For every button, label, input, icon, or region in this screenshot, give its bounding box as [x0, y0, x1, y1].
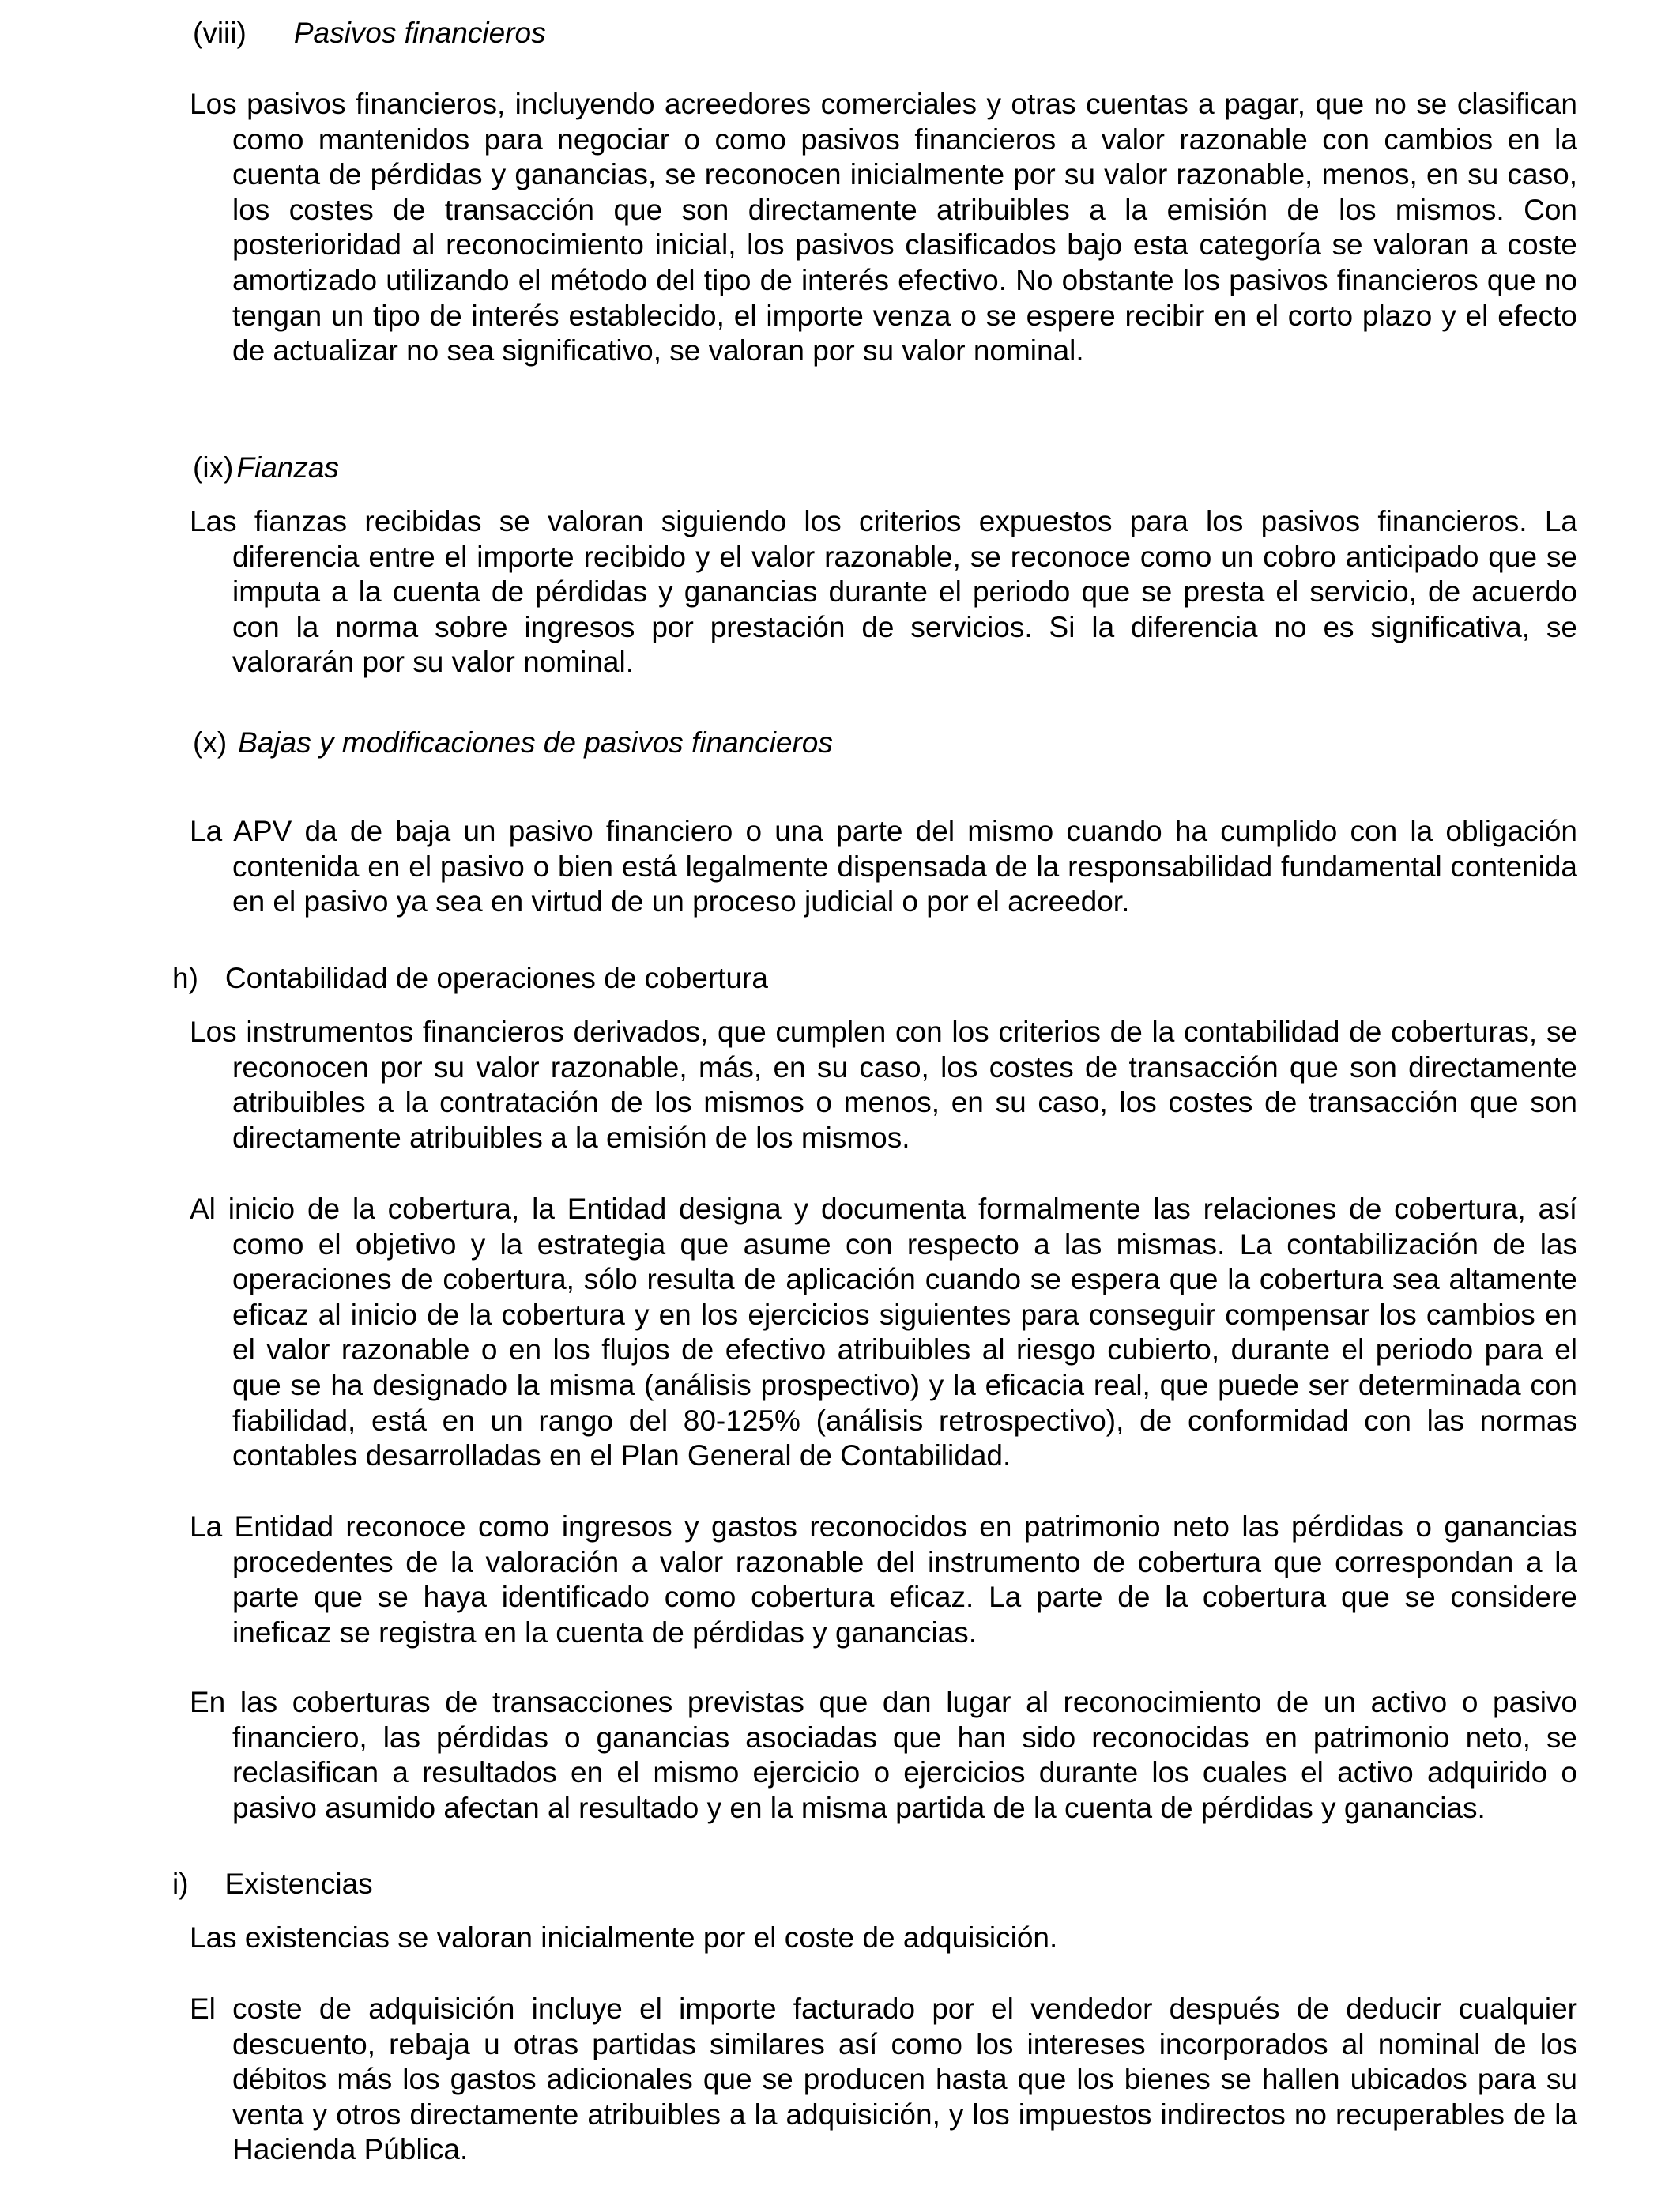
paragraph: Al inicio de la cobertura, la Entidad designa y documenta formalmente las relaciones de cobertura, así como el objetivo y la estrategia que asume con respecto a las mismas. La contabilización de las operaciones de cobertura, sólo resulta de aplicación cuando se espera que la cobertura sea altamente eficaz al inicio de la cobertura y en los ejercicios siguientes para conseguir compensar los cambios en el valor razonable o en los flujos de efectivo atribuibles al riesgo cubierto, durante el periodo para el que se ha designado la misma (análisis prospectivo) y la eficacia real, que puede ser determinada con fiabilidad, está en un rango del 80-125% (análisis retrospectivo), de conformidad con las normas contables desarrolladas en el Plan General de Contabilidad.	[190, 1193, 1577, 1472]
paragraph: En las coberturas de transacciones previstas que dan lugar al reconocimiento de un activo o pasivo financiero, las pérdidas o ganancias asociadas que han sido reconocidas en patrimonio neto, se reclasifican a resultados en el mismo ejercicio o ejercicios durante los cuales el activo adquirido o pasivo asumido afectan al resultado y en la misma partida de la cuenta de pérdidas y ganancias.	[190, 1686, 1577, 1824]
paragraph: La Entidad reconoce como ingresos y gastos reconocidos en patrimonio neto las pérdidas o ganancias procedentes de la valoración a valor razonable del instrumento de cobertura que correspondan a la parte que se haya identificado como cobertura eficaz. La parte de la cobertura que se considere ineficaz se registra en la cuenta de pérdidas y ganancias.	[190, 1510, 1577, 1649]
section-number: (viii)	[193, 17, 247, 49]
paragraph: Los instrumentos financieros derivados, que cumplen con los criterios de la contabilidad de coberturas, se reconocen por su valor razonable, más, en su caso, los costes de transacción que son directamente atribuibles a la contratación de los mismos o menos, en su caso, los costes de transacción que son directamente atribuibles a la emisión de los mismos.	[190, 1016, 1577, 1154]
section-heading-viii	[193, 16, 546, 51]
paragraph: Las existencias se valoran inicialmente por el coste de adquisición.	[190, 1921, 1058, 1954]
paragraph: Los pasivos financieros, incluyendo acreedores comerciales y otras cuentas a pagar, que no se clasifican como mantenidos para negociar o como pasivos financieros a valor razonable con cambios en la cuenta de pérdidas y ganancias, se reconocen inicialmente por su valor razonable, menos, en su caso, los costes de transacción que son directamente atribuibles a la emisión de los mismos. Con posterioridad al reconocimiento inicial, los pasivos clasificados bajo esta categoría se valoran a coste amortizado utilizando el método del tipo de interés efectivo. No obstante los pasivos financieros que no tengan un tipo de interés establecido, el importe venza o se espere recibir en el corto plazo y el efecto de actualizar no sea significativo, se valoran por su valor nominal.	[190, 88, 1577, 368]
section-number: (ix)	[193, 451, 234, 484]
section-number: (x)	[193, 726, 228, 759]
section-heading-i	[172, 1867, 373, 1902]
section-number: i)	[172, 1868, 189, 1900]
paragraph: El coste de adquisición incluye el importe facturado por el vendedor después de deducir cualquier descuento, rebaja u otras partidas similares así como los intereses incorporados al nominal de los débitos más los gastos adicionales que se producen hasta que los bienes se hallen ubicados para su venta y otros directamente atribuibles a la adquisición, y los impuestos indirectos no recuperables de la Hacienda Pública.	[190, 1992, 1577, 2166]
section-heading-ix	[193, 450, 339, 485]
section-heading-x	[193, 726, 833, 760]
section-title: Contabilidad de operaciones de cobertura	[224, 962, 768, 994]
section-heading-h	[172, 961, 768, 996]
section-title: Fianzas	[236, 451, 339, 484]
section-title: Pasivos financieros	[293, 17, 546, 49]
section-title: Bajas y modificaciones de pasivos financieros	[238, 726, 833, 759]
section-number: h)	[172, 962, 198, 994]
section-title: Existencias	[224, 1868, 373, 1900]
paragraph: La APV da de baja un pasivo financiero o una parte del mismo cuando ha cumplido con la obligación contenida en el pasivo o bien está legalmente dispensada de la responsabilidad fundamental contenida en el pasivo ya sea en virtud de un proceso judicial o por el acreedor.	[190, 815, 1577, 918]
paragraph: Las fianzas recibidas se valoran siguiendo los criterios expuestos para los pasivos financieros. La diferencia entre el importe recibido y el valor razonable, se reconoce como un cobro anticipado que se imputa a la cuenta de pérdidas y ganancias durante el periodo que se presta el servicio, de acuerdo con la norma sobre ingresos por prestación de servicios. Si la diferencia no es significativa, se valorarán por su valor nominal.	[190, 505, 1577, 679]
